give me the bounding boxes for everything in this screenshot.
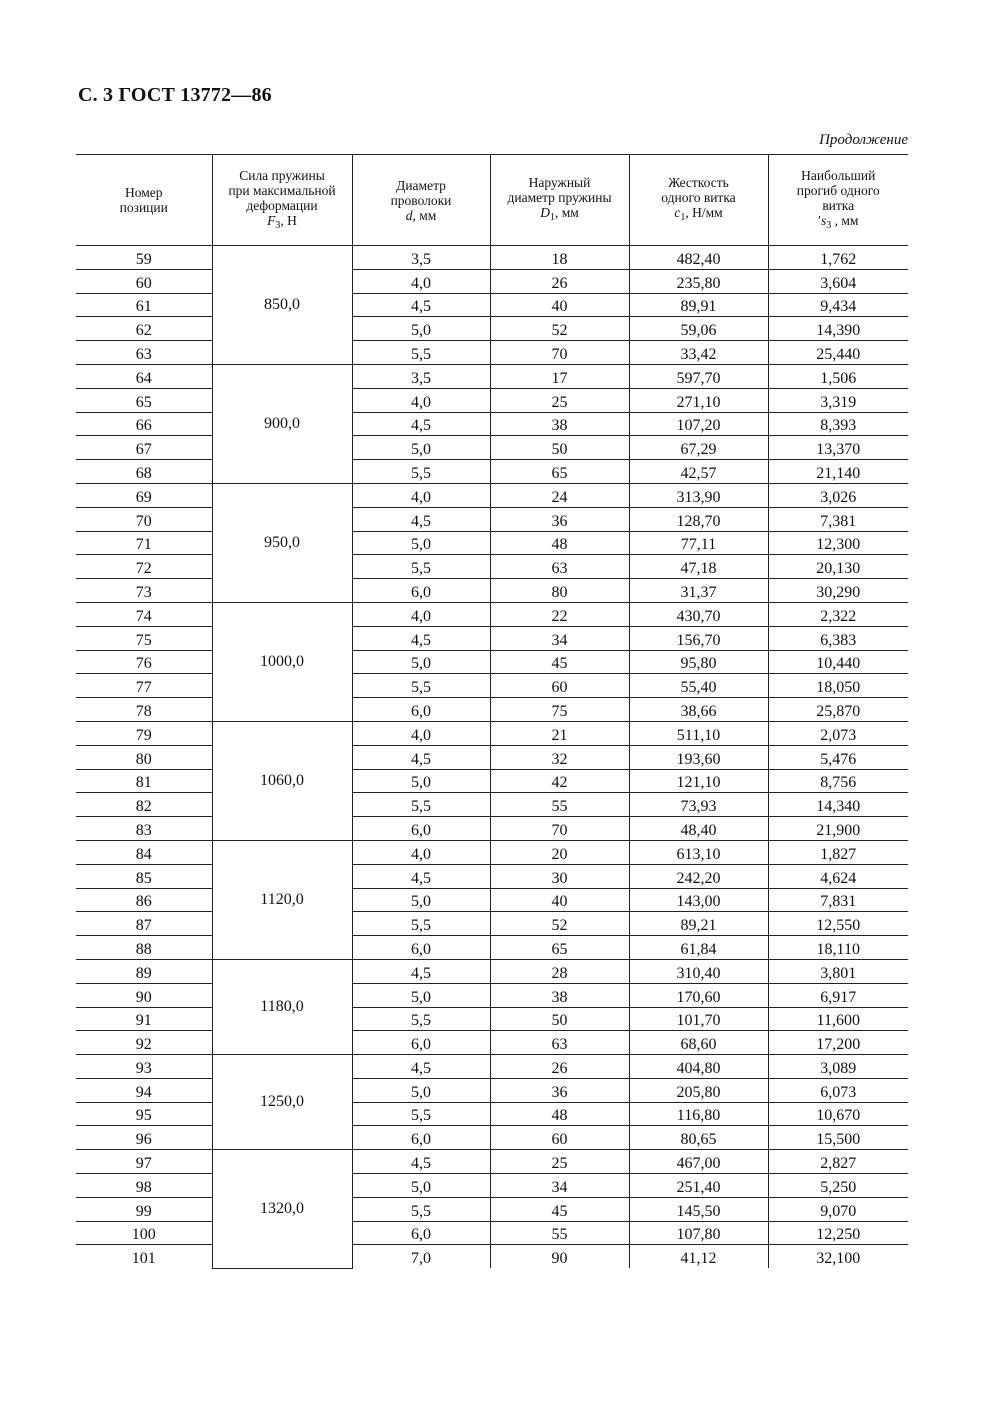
stiffness-cell: 41,12 bbox=[629, 1245, 768, 1268]
deflection-cell: 11,600 bbox=[768, 1007, 908, 1031]
outer-diameter-cell: 50 bbox=[490, 1007, 629, 1031]
continuation-label: Продолжение bbox=[819, 132, 908, 148]
table-row bbox=[76, 840, 908, 864]
stiffness-cell: 143,00 bbox=[629, 888, 768, 912]
outer-diameter-cell: 18 bbox=[490, 246, 629, 270]
table-row bbox=[76, 650, 908, 674]
position-cell: 83 bbox=[76, 817, 212, 841]
wire-diameter-cell: 4,5 bbox=[352, 1055, 490, 1079]
table-row bbox=[76, 698, 908, 722]
position-cell: 60 bbox=[76, 269, 212, 293]
deflection-cell: 12,300 bbox=[768, 531, 908, 555]
stiffness-cell: 89,21 bbox=[629, 912, 768, 936]
outer-diameter-cell: 28 bbox=[490, 959, 629, 983]
outer-diameter-cell: 52 bbox=[490, 317, 629, 341]
header-outer-diameter: Наружный диаметр пружины $D_1$, мм bbox=[490, 155, 629, 246]
stiffness-cell: 430,70 bbox=[629, 602, 768, 626]
stiffness-cell: 205,80 bbox=[629, 1078, 768, 1102]
stiffness-cell: 310,40 bbox=[629, 959, 768, 983]
header-stiffness: Жесткость одного витка $c_1$, Н/мм bbox=[629, 155, 768, 246]
table-row bbox=[76, 507, 908, 531]
wire-diameter-cell: 4,0 bbox=[352, 269, 490, 293]
wire-diameter-cell: 4,0 bbox=[352, 721, 490, 745]
outer-diameter-cell: 40 bbox=[490, 293, 629, 317]
table-row bbox=[76, 364, 908, 388]
wire-diameter-cell: 5,0 bbox=[352, 531, 490, 555]
wire-diameter-cell: 5,5 bbox=[352, 555, 490, 579]
deflection-cell: 14,390 bbox=[768, 317, 908, 341]
wire-diameter-cell: 6,0 bbox=[352, 1126, 490, 1150]
outer-diameter-cell: 63 bbox=[490, 1031, 629, 1055]
stiffness-cell: 80,65 bbox=[629, 1126, 768, 1150]
outer-diameter-cell: 70 bbox=[490, 341, 629, 365]
outer-diameter-cell: 42 bbox=[490, 769, 629, 793]
outer-diameter-cell: 60 bbox=[490, 674, 629, 698]
wire-diameter-cell: 5,0 bbox=[352, 888, 490, 912]
stiffness-cell: 55,40 bbox=[629, 674, 768, 698]
table-row bbox=[76, 674, 908, 698]
wire-diameter-cell: 5,5 bbox=[352, 460, 490, 484]
deflection-cell: 7,831 bbox=[768, 888, 908, 912]
wire-diameter-cell: 7,0 bbox=[352, 1245, 490, 1268]
wire-diameter-cell: 4,5 bbox=[352, 1150, 490, 1174]
position-cell: 68 bbox=[76, 460, 212, 484]
force-cell: 1180,0 bbox=[212, 959, 352, 1054]
force-cell: 1000,0 bbox=[212, 602, 352, 721]
wire-diameter-cell: 4,0 bbox=[352, 602, 490, 626]
position-cell: 101 bbox=[131, 1250, 156, 1268]
table-row bbox=[76, 531, 908, 555]
wire-diameter-cell: 4,0 bbox=[352, 840, 490, 864]
table-row bbox=[76, 769, 908, 793]
deflection-cell: 21,140 bbox=[768, 460, 908, 484]
wire-diameter-cell: 5,0 bbox=[352, 436, 490, 460]
wire-diameter-cell: 4,5 bbox=[352, 626, 490, 650]
position-cell: 79 bbox=[76, 721, 212, 745]
force-cell: 1320,0 bbox=[212, 1150, 352, 1268]
position-cell: 94 bbox=[76, 1078, 212, 1102]
table-row bbox=[76, 246, 908, 270]
position-cell: 89 bbox=[76, 959, 212, 983]
deflection-cell: 3,089 bbox=[768, 1055, 908, 1079]
position-cell: 67 bbox=[76, 436, 212, 460]
wire-diameter-cell: 4,0 bbox=[352, 483, 490, 507]
table-row bbox=[76, 269, 908, 293]
deflection-cell: 3,801 bbox=[768, 959, 908, 983]
force-cell: 1060,0 bbox=[212, 721, 352, 840]
table-row bbox=[76, 293, 908, 317]
table-row bbox=[76, 1174, 908, 1198]
outer-diameter-cell: 34 bbox=[490, 1174, 629, 1198]
position-cell: 96 bbox=[76, 1126, 212, 1150]
position-cell: 78 bbox=[76, 698, 212, 722]
position-cell: 85 bbox=[76, 864, 212, 888]
position-cell: 63 bbox=[76, 341, 212, 365]
outer-diameter-cell: 52 bbox=[490, 912, 629, 936]
table-row bbox=[76, 483, 908, 507]
wire-diameter-cell: 4,0 bbox=[352, 388, 490, 412]
force-cell: 1250,0 bbox=[212, 1055, 352, 1150]
table-row bbox=[76, 912, 908, 936]
outer-diameter-cell: 25 bbox=[490, 1150, 629, 1174]
deflection-cell: 7,381 bbox=[768, 507, 908, 531]
table-row bbox=[76, 1221, 908, 1245]
table-row bbox=[76, 1055, 908, 1079]
deflection-cell: 32,100 bbox=[768, 1245, 908, 1268]
table-row bbox=[76, 1031, 908, 1055]
stiffness-cell: 67,29 bbox=[629, 436, 768, 460]
outer-diameter-cell: 24 bbox=[490, 483, 629, 507]
position-cell: 61 bbox=[76, 293, 212, 317]
table-row bbox=[76, 341, 908, 365]
outer-diameter-cell: 22 bbox=[490, 602, 629, 626]
stiffness-cell: 313,90 bbox=[629, 483, 768, 507]
wire-diameter-cell: 6,0 bbox=[352, 579, 490, 603]
stiffness-cell: 101,70 bbox=[629, 1007, 768, 1031]
table-row bbox=[76, 1078, 908, 1102]
table-row bbox=[76, 1102, 908, 1126]
stiffness-cell: 121,10 bbox=[629, 769, 768, 793]
table-row bbox=[76, 983, 908, 1007]
table-row bbox=[76, 1126, 908, 1150]
deflection-cell: 1,827 bbox=[768, 840, 908, 864]
stiffness-cell: 47,18 bbox=[629, 555, 768, 579]
table-row bbox=[76, 793, 908, 817]
deflection-cell: 1,762 bbox=[768, 246, 908, 270]
deflection-cell: 6,073 bbox=[768, 1078, 908, 1102]
outer-diameter-cell: 21 bbox=[490, 721, 629, 745]
wire-diameter-cell: 5,0 bbox=[352, 1174, 490, 1198]
deflection-cell: 5,250 bbox=[768, 1174, 908, 1198]
deflection-cell: 20,130 bbox=[768, 555, 908, 579]
deflection-cell: 2,322 bbox=[768, 602, 908, 626]
table-row bbox=[76, 721, 908, 745]
position-cell: 62 bbox=[76, 317, 212, 341]
deflection-cell: 10,440 bbox=[768, 650, 908, 674]
position-cell: 59 bbox=[76, 246, 212, 270]
position-cell: 84 bbox=[76, 840, 212, 864]
table-row bbox=[76, 936, 908, 960]
outer-diameter-cell: 80 bbox=[490, 579, 629, 603]
outer-diameter-cell: 34 bbox=[490, 626, 629, 650]
deflection-cell: 1,506 bbox=[768, 364, 908, 388]
outer-diameter-cell: 65 bbox=[490, 460, 629, 484]
table-row bbox=[76, 412, 908, 436]
outer-diameter-cell: 48 bbox=[490, 1102, 629, 1126]
position-cell: 80 bbox=[76, 745, 212, 769]
wire-diameter-cell: 5,0 bbox=[352, 983, 490, 1007]
deflection-cell: 4,624 bbox=[768, 864, 908, 888]
outer-diameter-cell: 38 bbox=[490, 983, 629, 1007]
stiffness-cell: 193,60 bbox=[629, 745, 768, 769]
deflection-cell: 18,050 bbox=[768, 674, 908, 698]
position-cell: 100 bbox=[76, 1221, 212, 1245]
wire-diameter-cell: 5,5 bbox=[352, 341, 490, 365]
position-cell: 75 bbox=[76, 626, 212, 650]
outer-diameter-cell: 45 bbox=[490, 1197, 629, 1221]
stiffness-cell: 95,80 bbox=[629, 650, 768, 674]
wire-diameter-cell: 5,0 bbox=[352, 650, 490, 674]
wire-diameter-cell: 5,0 bbox=[352, 769, 490, 793]
stiffness-cell: 61,84 bbox=[629, 936, 768, 960]
outer-diameter-cell: 45 bbox=[490, 650, 629, 674]
stiffness-cell: 77,11 bbox=[629, 531, 768, 555]
wire-diameter-cell: 6,0 bbox=[352, 698, 490, 722]
deflection-cell: 9,070 bbox=[768, 1197, 908, 1221]
stiffness-cell: 33,42 bbox=[629, 341, 768, 365]
table-row bbox=[76, 460, 908, 484]
position-cell: 74 bbox=[76, 602, 212, 626]
position-cell: 70 bbox=[76, 507, 212, 531]
position-cell: 90 bbox=[76, 983, 212, 1007]
table-row bbox=[76, 579, 908, 603]
stiffness-cell: 170,60 bbox=[629, 983, 768, 1007]
wire-diameter-cell: 5,5 bbox=[352, 1007, 490, 1031]
deflection-cell: 6,383 bbox=[768, 626, 908, 650]
deflection-cell: 18,110 bbox=[768, 936, 908, 960]
deflection-cell: 10,670 bbox=[768, 1102, 908, 1126]
position-cell: 64 bbox=[76, 364, 212, 388]
position-cell: 97 bbox=[76, 1150, 212, 1174]
header-wire-diameter: Диаметр проволоки d, мм bbox=[352, 155, 490, 246]
wire-diameter-cell: 5,0 bbox=[352, 317, 490, 341]
wire-diameter-cell: 4,5 bbox=[352, 745, 490, 769]
deflection-cell: 25,870 bbox=[768, 698, 908, 722]
table-row bbox=[76, 602, 908, 626]
wire-diameter-cell: 6,0 bbox=[352, 1221, 490, 1245]
wire-diameter-cell: 4,5 bbox=[352, 864, 490, 888]
stiffness-cell: 511,10 bbox=[629, 721, 768, 745]
position-cell: 77 bbox=[76, 674, 212, 698]
table-row bbox=[76, 1007, 908, 1031]
table-body bbox=[76, 246, 908, 1269]
table-row bbox=[76, 555, 908, 579]
table-row bbox=[76, 959, 908, 983]
position-cell: 69 bbox=[76, 483, 212, 507]
stiffness-cell: 242,20 bbox=[629, 864, 768, 888]
table-row bbox=[76, 864, 908, 888]
stiffness-cell: 145,50 bbox=[629, 1197, 768, 1221]
outer-diameter-cell: 30 bbox=[490, 864, 629, 888]
wire-diameter-cell: 6,0 bbox=[352, 936, 490, 960]
wire-diameter-cell: 4,5 bbox=[352, 412, 490, 436]
deflection-cell: 9,434 bbox=[768, 293, 908, 317]
outer-diameter-cell: 20 bbox=[490, 840, 629, 864]
outer-diameter-cell: 38 bbox=[490, 412, 629, 436]
outer-diameter-cell: 90 bbox=[490, 1245, 629, 1268]
table-row bbox=[76, 1197, 908, 1221]
stiffness-cell: 467,00 bbox=[629, 1150, 768, 1174]
force-cell: 1120,0 bbox=[212, 840, 352, 959]
deflection-cell: 8,393 bbox=[768, 412, 908, 436]
wire-diameter-cell: 6,0 bbox=[352, 1031, 490, 1055]
deflection-cell: 21,900 bbox=[768, 817, 908, 841]
outer-diameter-cell: 26 bbox=[490, 269, 629, 293]
position-cell: 71 bbox=[76, 531, 212, 555]
outer-diameter-cell: 32 bbox=[490, 745, 629, 769]
header-position: Номер позиции bbox=[76, 155, 212, 246]
stiffness-cell: 116,80 bbox=[629, 1102, 768, 1126]
spring-data-table bbox=[76, 154, 908, 1269]
position-cell: 95 bbox=[76, 1102, 212, 1126]
outer-diameter-cell: 55 bbox=[490, 1221, 629, 1245]
position-cell: 99 bbox=[76, 1197, 212, 1221]
stiffness-cell: 59,06 bbox=[629, 317, 768, 341]
stiffness-cell: 42,57 bbox=[629, 460, 768, 484]
stiffness-cell: 271,10 bbox=[629, 388, 768, 412]
position-cell: 66 bbox=[76, 412, 212, 436]
deflection-cell: 17,200 bbox=[768, 1031, 908, 1055]
stiffness-cell: 68,60 bbox=[629, 1031, 768, 1055]
deflection-cell: 3,026 bbox=[768, 483, 908, 507]
wire-diameter-cell: 4,5 bbox=[352, 959, 490, 983]
stiffness-cell: 613,10 bbox=[629, 840, 768, 864]
deflection-cell: 2,073 bbox=[768, 721, 908, 745]
outer-diameter-cell: 25 bbox=[490, 388, 629, 412]
deflection-cell: 12,550 bbox=[768, 912, 908, 936]
outer-diameter-cell: 63 bbox=[490, 555, 629, 579]
deflection-cell: 15,500 bbox=[768, 1126, 908, 1150]
stiffness-cell: 128,70 bbox=[629, 507, 768, 531]
table-row bbox=[76, 888, 908, 912]
wire-diameter-cell: 3,5 bbox=[352, 364, 490, 388]
deflection-cell: 3,319 bbox=[768, 388, 908, 412]
wire-diameter-cell: 3,5 bbox=[352, 246, 490, 270]
stiffness-cell: 404,80 bbox=[629, 1055, 768, 1079]
stiffness-cell: 597,70 bbox=[629, 364, 768, 388]
outer-diameter-cell: 17 bbox=[490, 364, 629, 388]
wire-diameter-cell: 4,5 bbox=[352, 507, 490, 531]
deflection-cell: 8,756 bbox=[768, 769, 908, 793]
outer-diameter-cell: 50 bbox=[490, 436, 629, 460]
position-cell: 87 bbox=[76, 912, 212, 936]
outer-diameter-cell: 36 bbox=[490, 507, 629, 531]
stiffness-cell: 107,80 bbox=[629, 1221, 768, 1245]
page-header: С. 3 ГОСТ 13772—86 bbox=[78, 84, 272, 106]
stiffness-cell: 38,66 bbox=[629, 698, 768, 722]
deflection-cell: 14,340 bbox=[768, 793, 908, 817]
outer-diameter-cell: 60 bbox=[490, 1126, 629, 1150]
position-cell: 73 bbox=[76, 579, 212, 603]
wire-diameter-cell: 5,5 bbox=[352, 1102, 490, 1126]
force-cell: 900,0 bbox=[212, 364, 352, 483]
wire-diameter-cell: 5,5 bbox=[352, 1197, 490, 1221]
deflection-cell: 2,827 bbox=[768, 1150, 908, 1174]
position-cell: 81 bbox=[76, 769, 212, 793]
table-row bbox=[76, 745, 908, 769]
position-cell: 76 bbox=[76, 650, 212, 674]
wire-diameter-cell: 4,5 bbox=[352, 293, 490, 317]
position-cell: 72 bbox=[76, 555, 212, 579]
stiffness-cell: 482,40 bbox=[629, 246, 768, 270]
outer-diameter-cell: 55 bbox=[490, 793, 629, 817]
stiffness-cell: 48,40 bbox=[629, 817, 768, 841]
table-row bbox=[76, 388, 908, 412]
deflection-cell: 5,476 bbox=[768, 745, 908, 769]
outer-diameter-cell: 70 bbox=[490, 817, 629, 841]
position-cell: 91 bbox=[76, 1007, 212, 1031]
deflection-cell: 13,370 bbox=[768, 436, 908, 460]
header-force: Сила пружины при максимальной деформации $F_3$, Н bbox=[212, 155, 352, 246]
force-cell: 850,0 bbox=[212, 246, 352, 365]
position-cell: 92 bbox=[76, 1031, 212, 1055]
deflection-cell: 6,917 bbox=[768, 983, 908, 1007]
stiffness-cell: 251,40 bbox=[629, 1174, 768, 1198]
stiffness-cell: 89,91 bbox=[629, 293, 768, 317]
table-row bbox=[76, 1245, 908, 1268]
position-cell: 93 bbox=[76, 1055, 212, 1079]
stiffness-cell: 31,37 bbox=[629, 579, 768, 603]
wire-diameter-cell: 5,0 bbox=[352, 1078, 490, 1102]
deflection-cell: 25,440 bbox=[768, 341, 908, 365]
wire-diameter-cell: 5,5 bbox=[352, 793, 490, 817]
table-row bbox=[76, 626, 908, 650]
outer-diameter-cell: 75 bbox=[490, 698, 629, 722]
header-deflection: Наибольший прогиб одного витка $'s_3$ , мм bbox=[768, 155, 908, 246]
deflection-cell: 3,604 bbox=[768, 269, 908, 293]
outer-diameter-cell: 36 bbox=[490, 1078, 629, 1102]
wire-diameter-cell: 6,0 bbox=[352, 817, 490, 841]
table-row bbox=[76, 317, 908, 341]
stiffness-cell: 235,80 bbox=[629, 269, 768, 293]
wire-diameter-cell: 5,5 bbox=[352, 674, 490, 698]
stiffness-cell: 73,93 bbox=[629, 793, 768, 817]
deflection-cell: 30,290 bbox=[768, 579, 908, 603]
position-cell: 65 bbox=[76, 388, 212, 412]
position-cell: 98 bbox=[76, 1174, 212, 1198]
table-row bbox=[76, 1150, 908, 1174]
outer-diameter-cell: 65 bbox=[490, 936, 629, 960]
stiffness-cell: 107,20 bbox=[629, 412, 768, 436]
stiffness-cell: 156,70 bbox=[629, 626, 768, 650]
table-row bbox=[76, 817, 908, 841]
wire-diameter-cell: 5,5 bbox=[352, 912, 490, 936]
position-cell: 88 bbox=[76, 936, 212, 960]
outer-diameter-cell: 26 bbox=[490, 1055, 629, 1079]
table-row bbox=[76, 436, 908, 460]
force-cell: 950,0 bbox=[212, 483, 352, 602]
table-header-row bbox=[76, 155, 908, 246]
deflection-cell: 12,250 bbox=[768, 1221, 908, 1245]
position-cell: 82 bbox=[76, 793, 212, 817]
outer-diameter-cell: 48 bbox=[490, 531, 629, 555]
outer-diameter-cell: 40 bbox=[490, 888, 629, 912]
position-cell: 86 bbox=[76, 888, 212, 912]
